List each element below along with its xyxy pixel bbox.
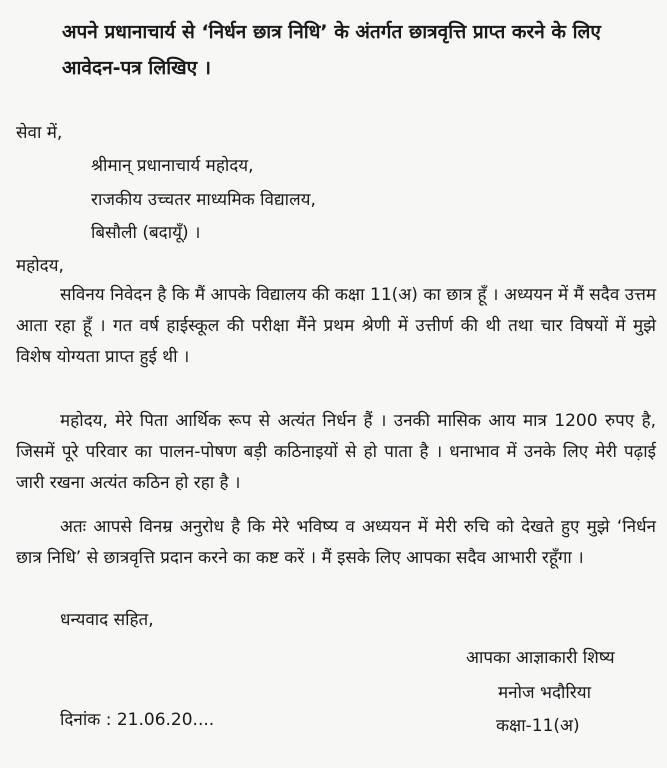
question-heading: अपने प्रधानाचार्य से ‘निर्धन छात्र निधि’ के अंतर्गत छात्रवृत्ति प्राप्त करने के लिए आवेदन-पत्र लिखिए ।	[62, 21, 601, 79]
signature-title: आपका आज्ञाकारी शिष्य	[466, 648, 615, 668]
address-line-2: राजकीय उच्चतर माध्यमिक विद्यालय,	[91, 190, 316, 210]
body-paragraph-3: अतः आपसे विनम्र अनुरोध है कि मेरे भविष्य व अध्ययन में मेरी रुचि को देखते हुए मुझे ‘निर्धन छात्र निधि’ से छात्रवृत्ति प्रदान करने का कष्ट करें । मैं इसके लिए आपका सदैव आभारी रहूँगा ।	[16, 517, 656, 568]
signature-name: मनोज भदौरिया	[498, 683, 592, 703]
body-paragraph-1: सविनय निवेदन है कि मैं आपके विद्यालय की कक्षा 11(अ) का छात्र हूँ । अध्ययन में मैं सदैव उत्तम आता रहा हूँ । गत वर्ष हाईस्कूल की परीक्षा मैंने प्रथम श्रेणी में उत्तीर्ण की थी तथा चार विषयों में मुझे विशेष योग्यता प्राप्त हुई थी ।	[16, 285, 656, 367]
signature-class: कक्षा-11(अ)	[496, 716, 580, 736]
closing: धन्यवाद सहित,	[60, 610, 154, 630]
greeting: महोदय,	[16, 256, 64, 276]
salutation-to: सेवा में,	[16, 123, 63, 143]
body-paragraph-2: महोदय, मेरे पिता आर्थिक रूप से अत्यंत निर्धन हैं । उनकी मासिक आय मात्र 1200 रुपए है, जिसमें पूरे परिवार का पालन-पोषण बड़ी कठिनाइयों से हो पाता है । धनाभाव में उनके लिए मेरी पढ़ाई जारी रखना अत्यंत कठिन हो रहा है ।	[16, 411, 656, 493]
address-line-3: बिसौली (बदायूँ) ।	[91, 223, 201, 243]
date-line: दिनांक : 21.06.20....	[60, 710, 215, 730]
address-line-1: श्रीमान् प्रधानाचार्य महोदय,	[91, 156, 254, 176]
